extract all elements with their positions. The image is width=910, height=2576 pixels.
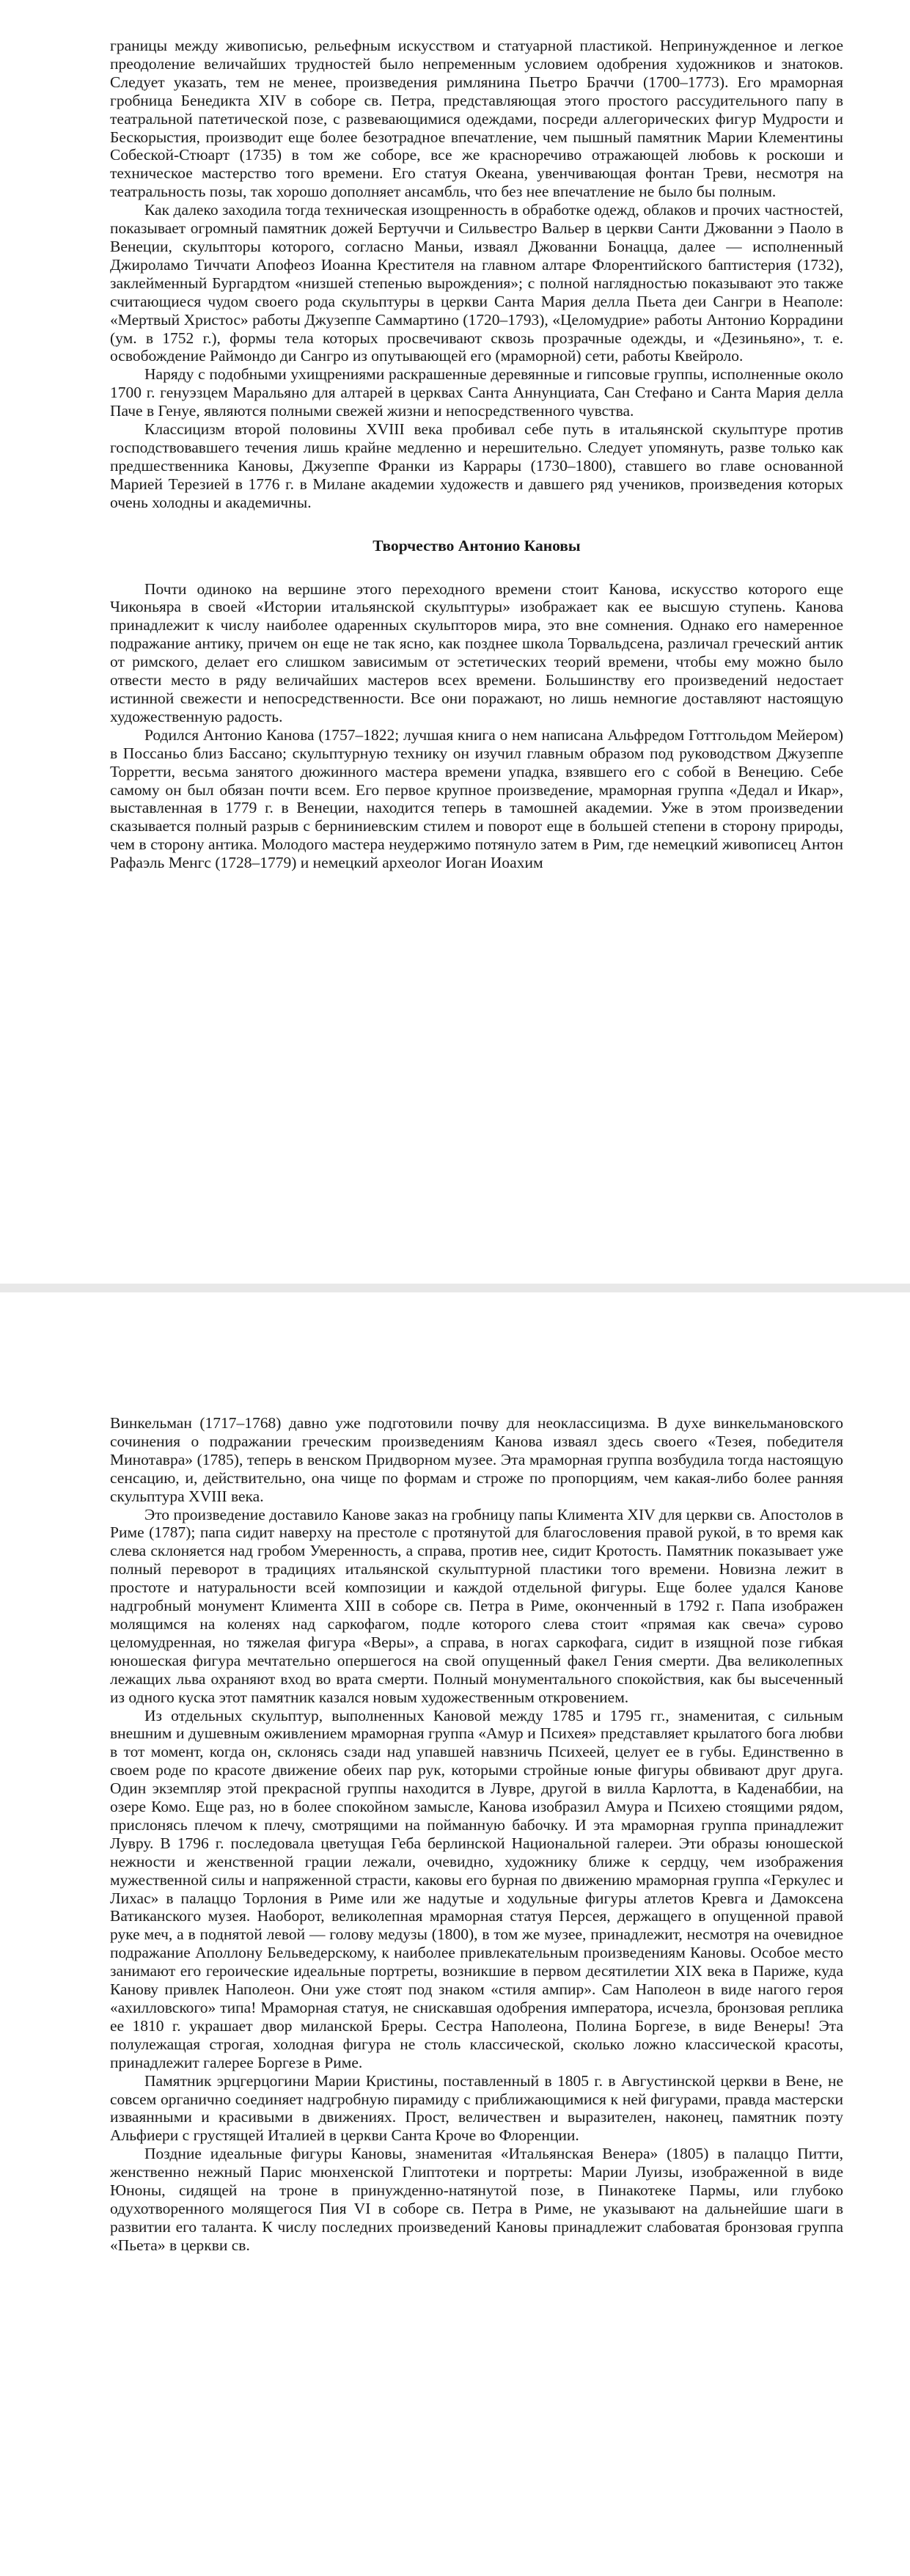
paragraph: Из отдельных скульптур, выполненных Кановой между 1785 и 1795 гг., знаменитая, с сильным внешним и душевным оживлением мраморная группа «Амур и Психея» представляет крылатого бога любви в тот момент, когда он, склонясь сзади над упавшей навзничь Психеей, целует ее в губы. Единственно в своем роде по красоте движение обеих пар рук, которыми стройные юные фигуры обвивают друг друга. Один экземпляр этой прекрасной группы находится в Лувре, другой в вилла Карлотта, в Каденаббии, на озере Комо. Еще раз, но в более спокойном замысле, Канова изобразил Амура и Психею стоящими рядом, прислонясь плечом к плечу, смотрящими на пойманную бабочку. И эта мраморная группа принадлежит Лувру. В 1796 г. последовала цветущая Геба берлинской Национальной галереи. Эти образы юношеской нежности и женственной грации лежали, очевидно, художнику ближе к сердцу, чем изображения мужественной силы и напряженной страсти, каковы его бурная по движению мраморная группа «Геркулес и Лихас» в палаццо Торлония в Риме или же надутые и ходульные фигуры атлетов Кревга и Дамоксена Ватиканского музея. Наоборот, великолепная мраморная статуя Персея, держащего в опущенной правой руке меч, а в поднятой левой — голову медузы (1800), в том же музее, принадлежит, несмотря на очевидное подражание Аполлону Бельведерскому, к наиболее привлекательным произведениям Кановы. Особое место занимают его героические идеальные портреты, возникшие в первом десятилетии XIX века в Париже, куда Канову привлек Наполеон. Они уже стоят под знаком «стиля ампир». Сам Наполеон в виде нагого героя «ахилловского» типа! Мраморная статуя, не снискавшая одобрения императора, исчезла, бронзовая реплика ее 1810 г. украшает двор миланской Бреры. Сестра Наполеона, Полина Боргезе, в виде Венеры! Эта полулежащая строгая, холодная фигура не столь классической, сколько ложно классической красоты, принадлежит галерее Боргезе в Риме. [110, 1706, 843, 2071]
page-separator [0, 1284, 910, 1292]
document-page-2 [0, 1292, 910, 2576]
page-1-text-body [110, 37, 843, 872]
section-heading: Творчество Антонио Кановы [373, 536, 581, 555]
paragraph: Классицизм второй половины XVIII века пробивал себе путь в итальянской скульптуре против господствовавшего течения лишь крайне медленно и нерешительно. Следует упомянуть, разве только как предшественника Кановы, Джузеппе Франки из Каррары (1730–1800), ставшего во главе основанной Марией Терезией в 1776 г. в Милане академии художеств и давшего ряд учеников, произведения которых очень холодны и академичны. [110, 420, 843, 511]
paragraph: Это произведение доставило Канове заказ на гробницу папы Климента XIV для церкви св. Апостолов в Риме (1787); папа сидит наверху на престоле с протянутой для благословения правой рукой, в то время как слева склоняется над гробом Умеренность, а справа, против нее, сидит Кротость. Памятник показывает уже полный переворот в традициях итальянской скульптурной пластики того времени. Новизна лежит в простоте и натуральности всей композиции и каждой отдельной фигуры. Еще более удался Канове надгробный монумент Климента XIII в соборе св. Петра в Риме, оконченный в 1792 г. Папа изображен молящимся на коленях над саркофагом, подле которого слева стоит «прямая как свеча» сурово целомудренная, но тяжелая фигура «Веры», а справа, в ногах саркофага, сидит в изящной позе гибкая юношеская фигура мечтательно опершегося на свой опущенный факел Гения смерти. Два великолепных лежащих льва охраняют вход во врата смерти. Полный монументального спокойствия, как бы высеченный из одного куска этот памятник казался новым художественным откровением. [110, 1505, 843, 1706]
document-page-1 [0, 0, 910, 1284]
paragraph: Винкельман (1717–1768) давно уже подготовили почву для неоклассицизма. В духе винкельмановского сочинения о подражании греческим произведениям Канова изваял здесь своего «Тезея, победителя Минотавра» (1785), теперь в венском Придворном музее. Эта мраморная группа возбудила тогда настоящую сенсацию, и, действительно, она чище по формам и строже по пропорциям, чем какая-либо более ранняя скульптура XVIII века. [110, 1414, 843, 1505]
page-2-text-body [110, 1414, 843, 2255]
paragraph: границы между живописью, рельефным искусством и статуарной пластикой. Непринужденное и легкое преодоление величайших трудностей было непременным условием одобрения художников и знатоков. Следует указать, тем не менее, произведения римлянина Пьетро Браччи (1700–1773). Его мраморная гробница Бенедикта XIV в соборе св. Петра, представляющая этого простого рассудительного папу в театральной патетической позе, с развевающимися одеждами, посреди аллегорических фигур Мудрости и Бескорыстия, производит еще более безотрадное впечатление, чем пышный памятник Марии Клементины Собеской-Стюарт (1735) в том же соборе, все же красноречиво отражающей любовь к роскоши и техническое мастерство того времени. Его статуя Океана, увенчивающая фонтан Треви, несмотря на театральность позы, так хорошо дополняет ансамбль, что без нее впечатление не было бы полным. [110, 37, 843, 201]
paragraph: Родился Антонио Канова (1757–1822; лучшая книга о нем написана Альфредом Готтгольдом Мейером) в Поссаньо близ Бассано; скульптурную технику он изучил главным образом под руководством Джузеппе Торретти, весьма занятого дюжинного мастера времени упадка, взявшего его с собой в Венецию. Себе самому он был обязан почти всем. Его первое крупное произведение, мраморная группа «Дедал и Икар», выставленная в 1779 г. в Венеции, находится теперь в тамошней академии. Уже в этом произведении сказывается полный разрыв с берниниевским стилем и поворот еще в большей степени в сторону природы, чем в сторону антика. Молодого мастера неудержимо потянуло затем в Рим, где немецкий живописец Антон Рафаэль Менгс (1728–1779) и немецкий археолог Иоган Иоахим [110, 725, 843, 872]
paragraph: Наряду с подобными ухищрениями раскрашенные деревянные и гипсовые группы, исполненные около 1700 г. генуэзцем Маральяно для алтарей в церквах Санта Аннунциата, Сан Стефано и Санта Мария делла Паче в Генуе, являются полными свежей жизни и непосредственного чувства. [110, 365, 843, 420]
paragraph: Поздние идеальные фигуры Кановы, знаменитая «Итальянская Венера» (1805) в палаццо Питти, женственно нежный Парис мюнхенской Глиптотеки и портреты: Марии Луизы, изображенной в виде Юноны, сидящей на троне в принужденно-натянутой позе, в Пинакотеке Пармы, или глубоко одухотворенного молящегося Пия VI в соборе св. Петра в Риме, не указывают на дальнейшие шаги в развитии его таланта. К числу последних произведений Кановы принадлежит слабоватая бронзовая группа «Пьета» в церкви св. [110, 2145, 843, 2254]
paragraph: Почти одиноко на вершине этого переходного времени стоит Канова, искусство которого еще Чиконьяра в своей «Истории итальянской скульптуры» изображает как ее высшую ступень. Канова принадлежит к числу наиболее одаренных скульпторов мира, это вне сомнения. Однако его намеренное подражание антику, причем он еще не так ясно, как позднее школа Торвальдсена, различал греческий антик от римского, делает его слишком зависимым от эстетических теорий времени, чтобы ему можно было отвести место в ряду величайших мастеров всех времени. Большинству его произведений недостает истинной свежести и непосредственности. Все они поражают, но лишь немногие доставляют настоящую художественную радость. [110, 579, 843, 725]
paragraph: Памятник эрцгерцогини Марии Кристины, поставленный в 1805 г. в Августинской церкви в Вене, не совсем органично соединяет надгробную пирамиду с приближающимися к ней фигурами, правда мастерски изваянными и красивыми в движениях. Прост, величествен и выразителен, наконец, памятник поэту Альфиери с грустящей Италией в церкви Санта Кроче во Флоренции. [110, 2071, 843, 2145]
paragraph: Как далеко заходила тогда техническая изощренность в обработке одежд, облаков и прочих частностей, показывает огромный памятник дожей Бертуччи и Сильвестро Вальер в церкви Санти Джованни э Паоло в Венеции, скульпторы которого, согласно Маньи, изваял Джованни Бонацца, далее — исполненный Джироламо Тиччати Апофеоз Иоанна Крестителя на главном алтаре Флорентийского баптистерия (1732), заклейменный Бургардтом «низшей степенью вырождения»; с полной наглядностью показывают это также считающиеся чудом своего рода скульптуры в церкви Санта Мария делла Пьета деи Сангри в Неаполе: «Мертвый Христос» работы Джузеппе Саммартино (1720–1793), «Целомудрие» работы Антонио Коррадини (ум. в 1752 г.), формы тела которых просвечивают сквозь прозрачные одежды, и «Дезиньяно», т. е. освобождение Раймондо ди Сангро из опутывающей его (мраморной) сети, работы Квейроло. [110, 201, 843, 365]
